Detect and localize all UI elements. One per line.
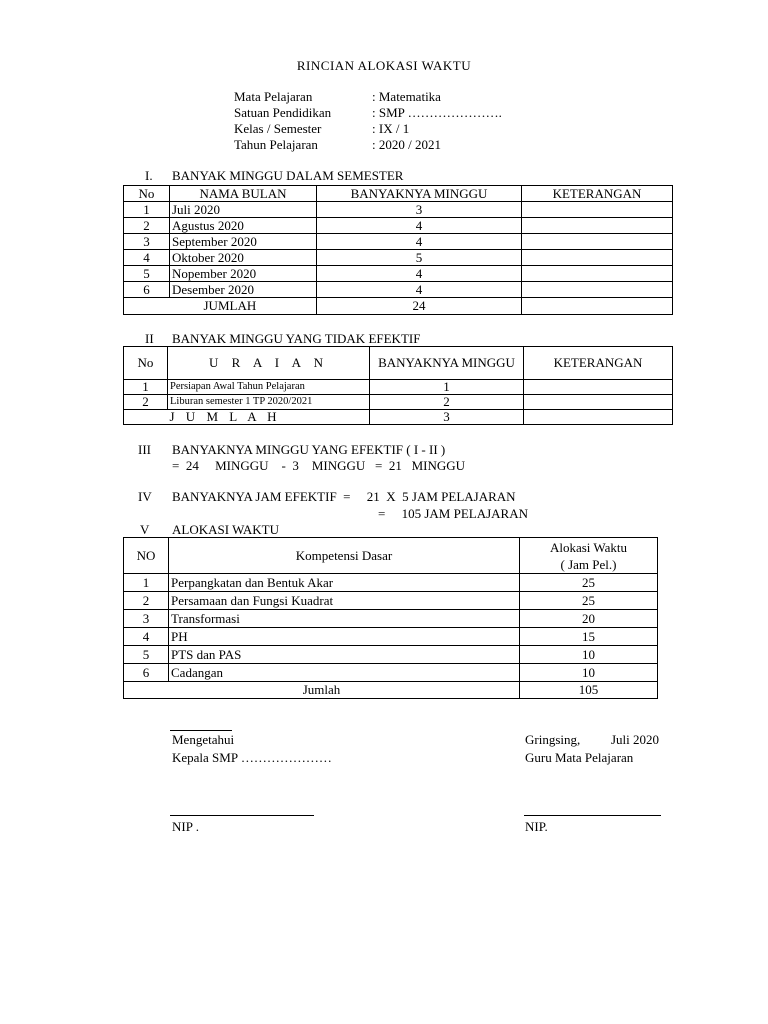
- principal-label: Kepala SMP …………………: [172, 750, 332, 765]
- header-no: NO: [124, 538, 169, 574]
- row-note: [522, 282, 673, 298]
- row-note: [522, 250, 673, 266]
- table-row: [124, 218, 673, 234]
- row-hours: 15: [520, 628, 658, 646]
- row-no: 4: [124, 628, 169, 646]
- row-competency: PTS dan PAS: [169, 646, 520, 664]
- row-competency: Persamaan dan Fungsi Kuadrat: [169, 592, 520, 610]
- table-row: [124, 380, 673, 395]
- header-weeks: BANYAKNYA MINGGU: [370, 347, 524, 380]
- row-no: 2: [124, 218, 170, 234]
- row-no: 3: [124, 610, 169, 628]
- place-label: Gringsing,: [525, 732, 581, 747]
- teacher-label: Guru Mata Pelajaran: [525, 750, 634, 765]
- total-value: 24: [317, 298, 522, 315]
- short-rule: [170, 730, 232, 731]
- row-no: 6: [124, 664, 169, 682]
- row-weeks: 4: [317, 282, 522, 298]
- row-no: 6: [124, 282, 170, 298]
- section3-calculation: = 24 MINGGU - 3 MINGGU = 21 MINGGU: [172, 458, 466, 473]
- section3-title: BANYAKNYA MINGGU YANG EFEKTIF ( I - II ): [172, 442, 446, 457]
- right-nip-label: NIP.: [525, 819, 548, 834]
- row-weeks: 2: [370, 395, 524, 410]
- row-competency: Perpangkatan dan Bentuk Akar: [169, 574, 520, 592]
- info-label-school: Satuan Pendidikan: [234, 105, 332, 120]
- info-label-year: Tahun Pelajaran: [234, 137, 318, 152]
- row-month: Agustus 2020: [170, 218, 317, 234]
- table-row: [124, 610, 658, 628]
- header-no: No: [124, 186, 170, 202]
- table-row: [124, 664, 658, 682]
- row-no: 2: [124, 395, 168, 410]
- row-competency: Cadangan: [169, 664, 520, 682]
- row-hours: 20: [520, 610, 658, 628]
- table-weeks-in-semester: [123, 185, 673, 315]
- total-value: 3: [370, 410, 524, 425]
- row-no: 5: [124, 646, 169, 664]
- row-competency: Transformasi: [169, 610, 520, 628]
- table-total-row: [124, 682, 658, 699]
- row-no: 4: [124, 250, 170, 266]
- row-weeks: 3: [317, 202, 522, 218]
- section5-title: ALOKASI WAKTU: [172, 522, 280, 537]
- row-no: 1: [124, 574, 169, 592]
- section2-number: II: [145, 331, 154, 346]
- row-weeks: 4: [317, 218, 522, 234]
- section5-number: V: [140, 522, 150, 537]
- row-weeks: 4: [317, 266, 522, 282]
- info-value-school: : SMP ………………….: [372, 105, 502, 120]
- table-row: [124, 282, 673, 298]
- total-value: 105: [520, 682, 658, 699]
- total-note: [524, 410, 673, 425]
- table-time-allocation: [123, 537, 658, 699]
- total-spacer: [124, 298, 170, 315]
- section4-line2: = 105 JAM PELAJARAN: [378, 506, 528, 521]
- total-spacer: [124, 410, 168, 425]
- row-no: 5: [124, 266, 170, 282]
- row-no: 2: [124, 592, 169, 610]
- table-row: [124, 592, 658, 610]
- row-hours: 10: [520, 646, 658, 664]
- section4-line1: BANYAKNYA JAM EFEKTIF = 21 X 5 JAM PELAJARAN: [172, 489, 516, 504]
- row-weeks: 4: [317, 234, 522, 250]
- table-total-row: [124, 410, 673, 425]
- header-note: KETERANGAN: [524, 347, 673, 380]
- table-row: [124, 574, 658, 592]
- table-total-row: [124, 298, 673, 315]
- info-label-subject: Mata Pelajaran: [234, 89, 313, 104]
- acknowledged-label: Mengetahui: [172, 732, 235, 747]
- left-signature-line: [170, 815, 314, 816]
- info-value-subject: : Matematika: [372, 89, 441, 104]
- header-allocation-line2: ( Jam Pel.): [560, 556, 617, 572]
- row-note: [522, 202, 673, 218]
- date-label: Juli 2020: [611, 732, 660, 747]
- table-row: [124, 266, 673, 282]
- row-competency: PH: [169, 628, 520, 646]
- table-row: [124, 234, 673, 250]
- section1-title: BANYAK MINGGU DALAM SEMESTER: [172, 168, 404, 183]
- header-allocation: [520, 538, 658, 574]
- row-no: 1: [124, 202, 170, 218]
- section2-title: BANYAK MINGGU YANG TIDAK EFEKTIF: [172, 331, 421, 346]
- total-label: Jumlah: [124, 682, 520, 699]
- table-row: [124, 395, 673, 410]
- right-signature-line: [524, 815, 661, 816]
- header-month: NAMA BULAN: [170, 186, 317, 202]
- section1-number: I.: [145, 168, 153, 183]
- info-value-class: : IX / 1: [372, 121, 410, 136]
- header-note: KETERANGAN: [522, 186, 673, 202]
- table-row: [124, 628, 658, 646]
- row-note: [524, 380, 673, 395]
- section3-number: III: [138, 442, 151, 457]
- header-no: No: [124, 347, 168, 380]
- row-no: 3: [124, 234, 170, 250]
- row-month: Desember 2020: [170, 282, 317, 298]
- row-note: [522, 266, 673, 282]
- row-description: Liburan semester 1 TP 2020/2021: [168, 395, 370, 410]
- header-competency: Kompetensi Dasar: [169, 538, 520, 574]
- total-note: [522, 298, 673, 315]
- header-weeks: BANYAKNYA MINGGU: [317, 186, 522, 202]
- header-description: U R A I A N: [168, 347, 370, 380]
- left-nip-label: NIP .: [172, 819, 199, 834]
- info-label-class: Kelas / Semester: [234, 121, 322, 136]
- header-allocation-line1: Alokasi Waktu: [549, 539, 628, 555]
- row-hours: 25: [520, 592, 658, 610]
- info-value-year: : 2020 / 2021: [372, 137, 441, 152]
- row-month: Juli 2020: [170, 202, 317, 218]
- row-description: Persiapan Awal Tahun Pelajaran: [168, 380, 370, 395]
- total-label: J U M L A H: [168, 410, 370, 425]
- table-row: [124, 250, 673, 266]
- table-non-effective-weeks: [123, 346, 673, 425]
- row-hours: 10: [520, 664, 658, 682]
- document-title: RINCIAN ALOKASI WAKTU: [296, 58, 472, 73]
- row-month: Oktober 2020: [170, 250, 317, 266]
- row-hours: 25: [520, 574, 658, 592]
- row-no: 1: [124, 380, 168, 395]
- section4-number: IV: [138, 489, 152, 504]
- row-month: Nopember 2020: [170, 266, 317, 282]
- row-month: September 2020: [170, 234, 317, 250]
- table-row: [124, 646, 658, 664]
- row-note: [522, 218, 673, 234]
- row-note: [522, 234, 673, 250]
- row-weeks: 1: [370, 380, 524, 395]
- row-weeks: 5: [317, 250, 522, 266]
- row-note: [524, 395, 673, 410]
- table-row: [124, 202, 673, 218]
- total-label: JUMLAH: [170, 298, 317, 315]
